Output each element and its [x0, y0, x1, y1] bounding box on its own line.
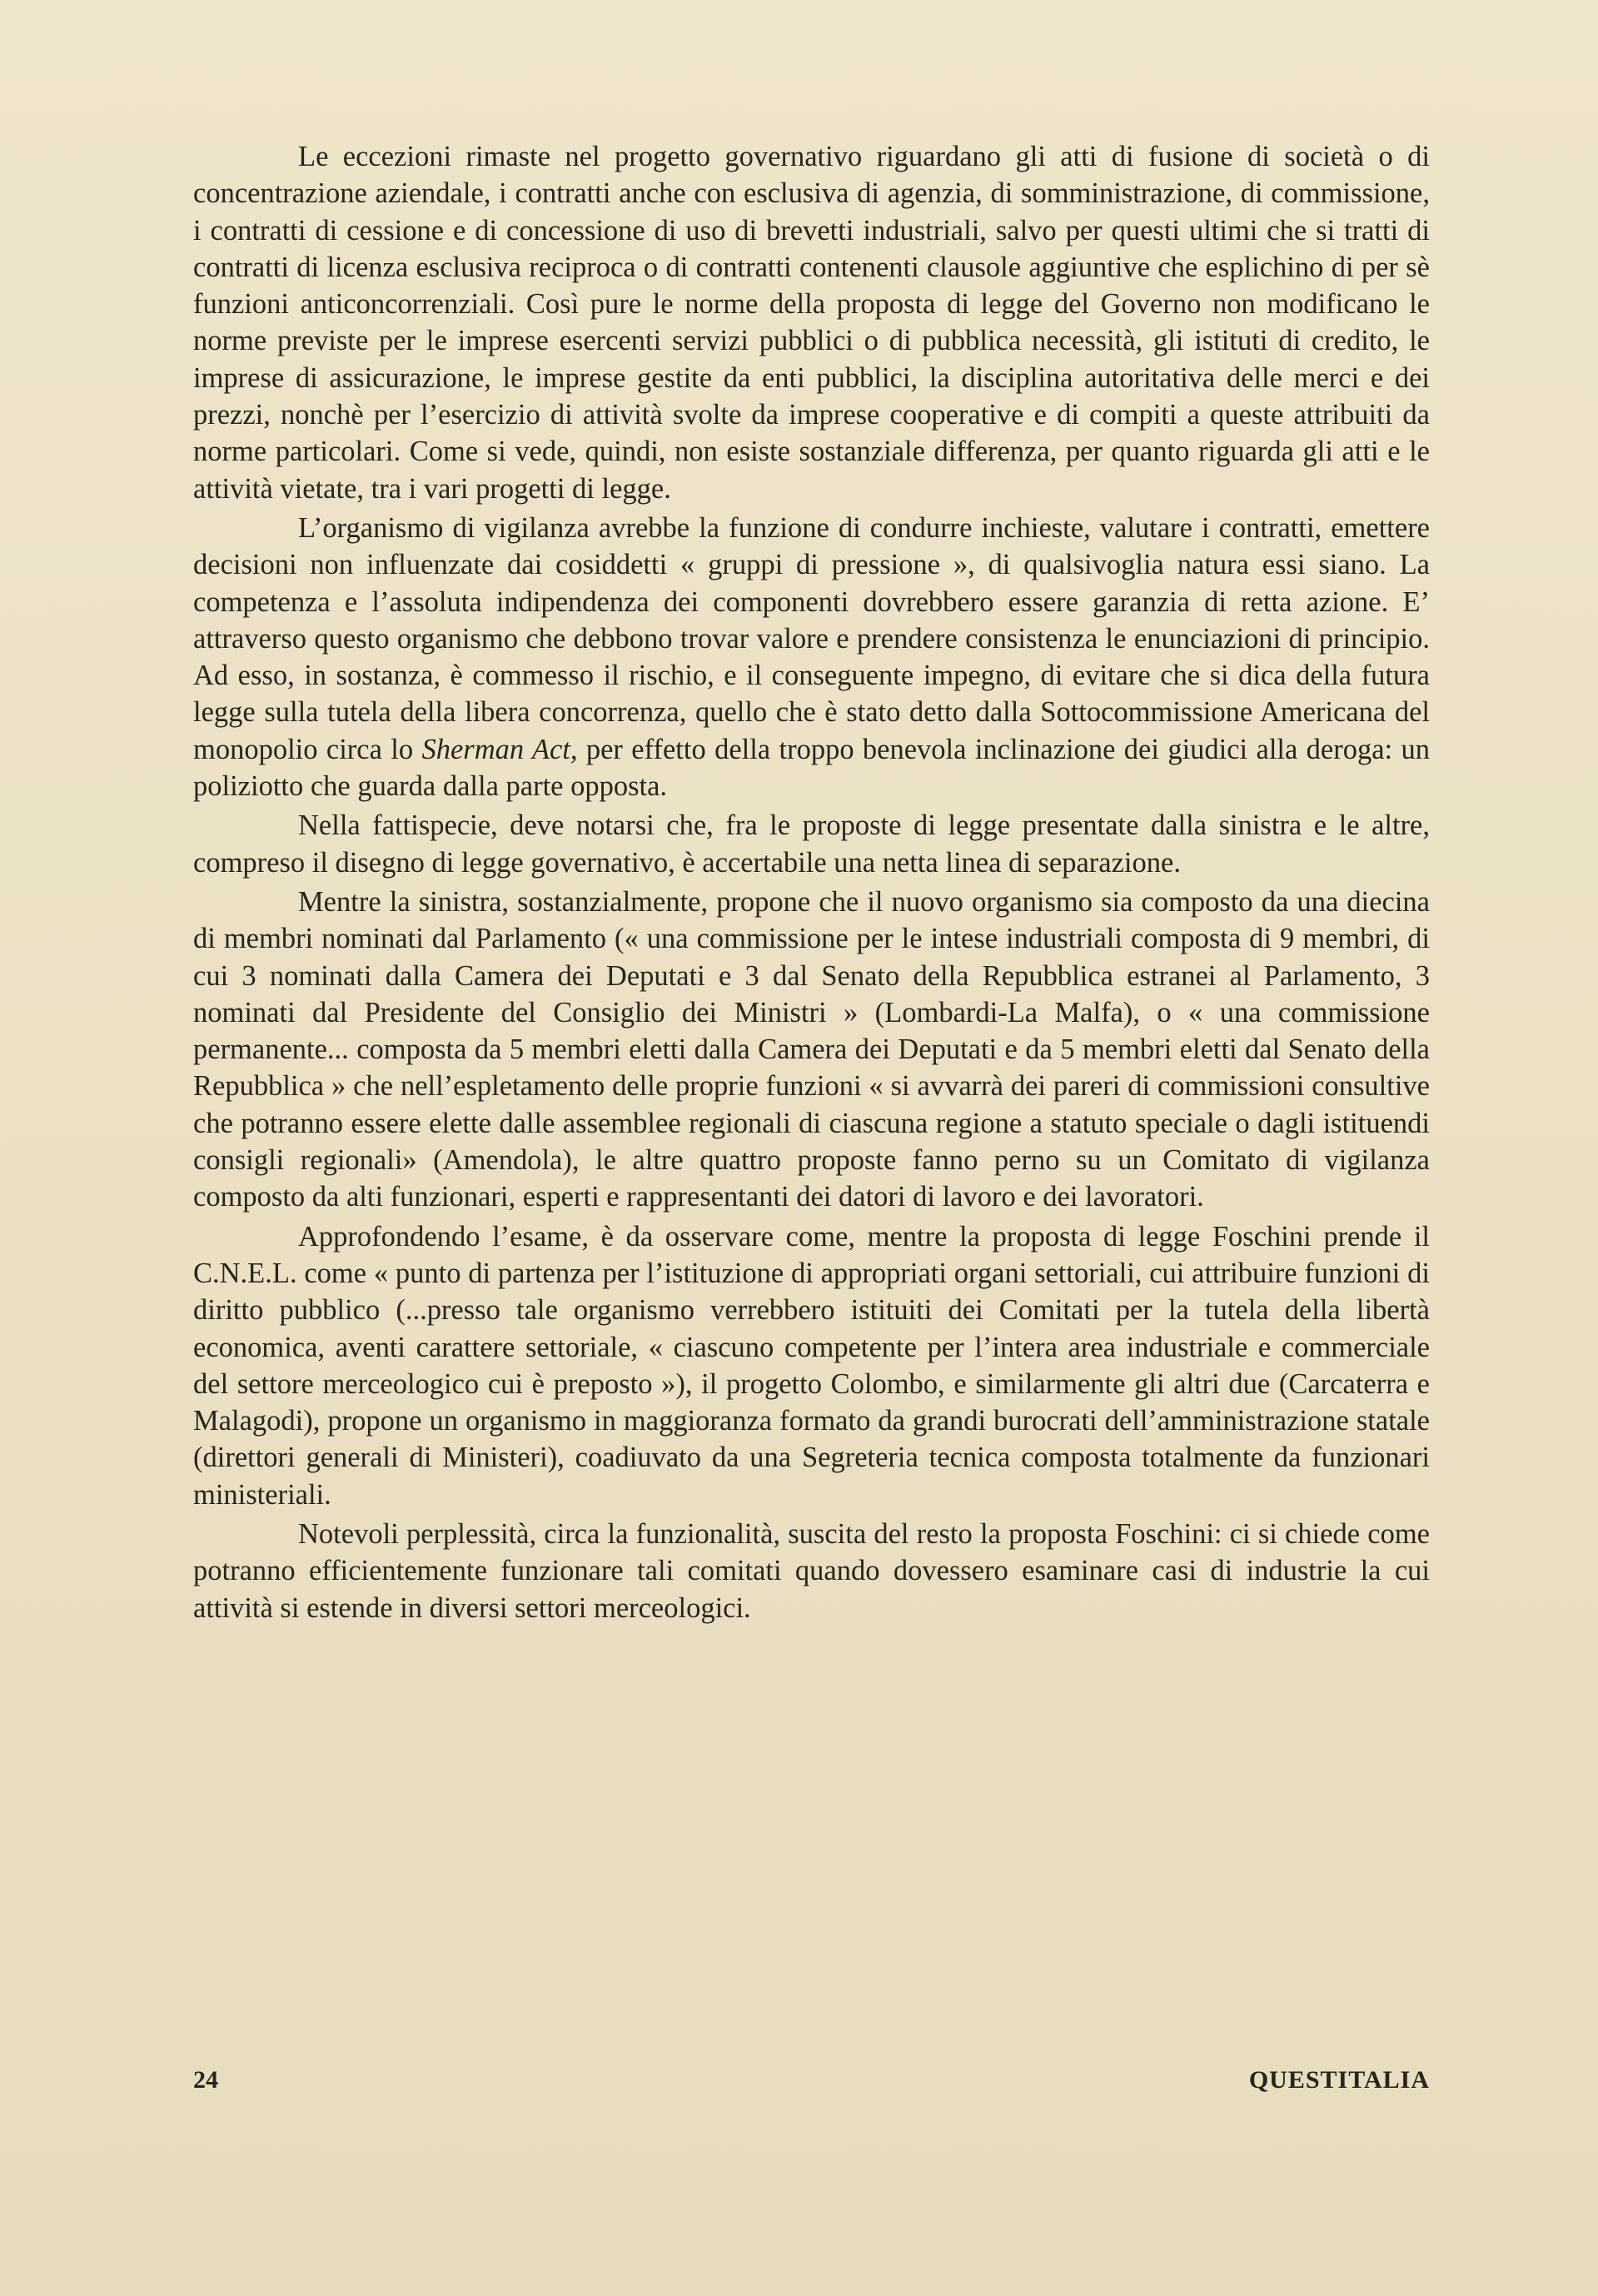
paragraph-text: L’organismo di vigilanza avrebbe la funzione di condurre inchieste, valutare i contratti, emettere decisioni non influenzate dai cosiddetti « gruppi di pressione », di qualsivoglia natura essi siano. La competenza e l’assoluta indipendenza dei componenti dovrebbero essere garanzia di retta azione. E’ attraverso questo organismo che debbono trovar valore e prendere consistenza le enunciazioni di principio. Ad esso, in sostanza, è commesso il rischio, e il conseguente impegno, di evitare che si dica della futura legge sulla tutela della libera concorrenza, quello che è stato detto dalla Sottocommissione Americana del monopolio circa lo	[193, 511, 1430, 765]
paragraph-examination: Approfondendo l’esame, è da osservare come, mentre la proposta di legge Foschini prende il C.N.E.L. come « punto di partenza per l’istituzione di appropriati organi settoriali, cui attribuire funzioni di diritto pubblico (...presso tale organismo verrebbero istituiti dei Comitati per la tutela della libertà economica, aventi carattere settoriale, « ciascuno competente per l’intera area industriale e commerciale del settore merceologico cui è preposto »), il progetto Colombo, e similarmente gli altri due (Carcaterra e Malagodi), propone un organismo in maggioranza formato da grandi burocrati dell’amministrazione statale (direttori generali di Ministeri), coadiuvato da una Segreteria tecnica composta totalmente da funzionari ministeriali.	[193, 1220, 1430, 1511]
page-number: 24	[193, 2066, 218, 2094]
article-body	[193, 138, 1430, 1626]
paragraph-text: per effetto della troppo benevola inclinazione dei giudici alla deroga: un poliziotto che guarda dalla parte opposta.	[193, 733, 1431, 803]
running-title: QUESTITALIA	[1248, 2066, 1430, 2094]
paragraph-exceptions: Le eccezioni rimaste nel progetto governativo riguardano gli atti di fusione di società o di concentrazione aziendale, i contratti anche con esclusiva di agenzia, di somministrazione, di commissione, i contratti di cessione e di concessione di uso di brevetti industriali, salvo per questi ultimi che si tratti di contratti di licenza esclusiva reciproca o di contratti contenenti clausole aggiuntive che esplichino di per sè funzioni anticoncorrenziali. Così pure le norme della proposta di legge del Governo non modificano le norme previste per le imprese esercenti servizi pubblici o di pubblica necessità, gli istituti di credito, le imprese di assicurazione, le imprese gestite da enti pubblici, la disciplina autoritativa delle merci e dei prezzi, nonchè per l’esercizio di attività svolte da imprese cooperative e di compiti a queste attribuiti da norme particolari. Come si vede, quindi, non esiste sostanziale differenza, per quanto riguarda gli atti e le attività vietate, tra i vari progetti di legge.	[193, 141, 1430, 505]
paragraph-left-proposals: Mentre la sinistra, sostanzialmente, propone che il nuovo organismo sia composto da una diecina di membri nominati dal Parlamento (« una commissione per le intese industriali composta di 9 membri, di cui 3 nominati dalla Camera dei Deputati e 3 dal Senato della Repubblica estranei al Parlamento, 3 nominati dal Presidente del Consiglio dei Ministri » (Lombardi-La Malfa), o « una commissione permanente... composta da 5 membri eletti dalla Camera dei Deputati e da 5 membri eletti dal Senato della Repubblica » che nell’espletamento delle proprie funzioni « si avvarrà dei pareri di commissioni consultive che potranno essere elette dalle assemblee regionali di ciascuna regione a statuto speciale o dagli istituendi consigli regionali» (Amendola), le altre quattro proposte fanno perno su un Comitato di vigilanza composto da alti funzionari, esperti e rappresentanti dei datori di lavoro e dei lavoratori.	[193, 885, 1430, 1213]
paragraph-perplexities: Notevoli perplessità, circa la funzionalità, suscita del resto la proposta Foschini: ci si chiede come potranno efficientemente funzionare tali comitati quando dovessero esaminare casi di industrie la cui attività si estende in diversi settori merceologici.	[193, 1517, 1430, 1624]
italic-term: Sherman Act,	[421, 733, 578, 765]
paragraph-supervisory-body	[193, 510, 1430, 804]
page-footer	[193, 2066, 1430, 2103]
paragraph-separation-line: Nella fattispecie, deve notarsi che, fra le proposte di legge presentate dalla sinistra e le altre, compreso il disegno di legge governativo, è accertabile una netta linea di separazione.	[193, 809, 1430, 879]
